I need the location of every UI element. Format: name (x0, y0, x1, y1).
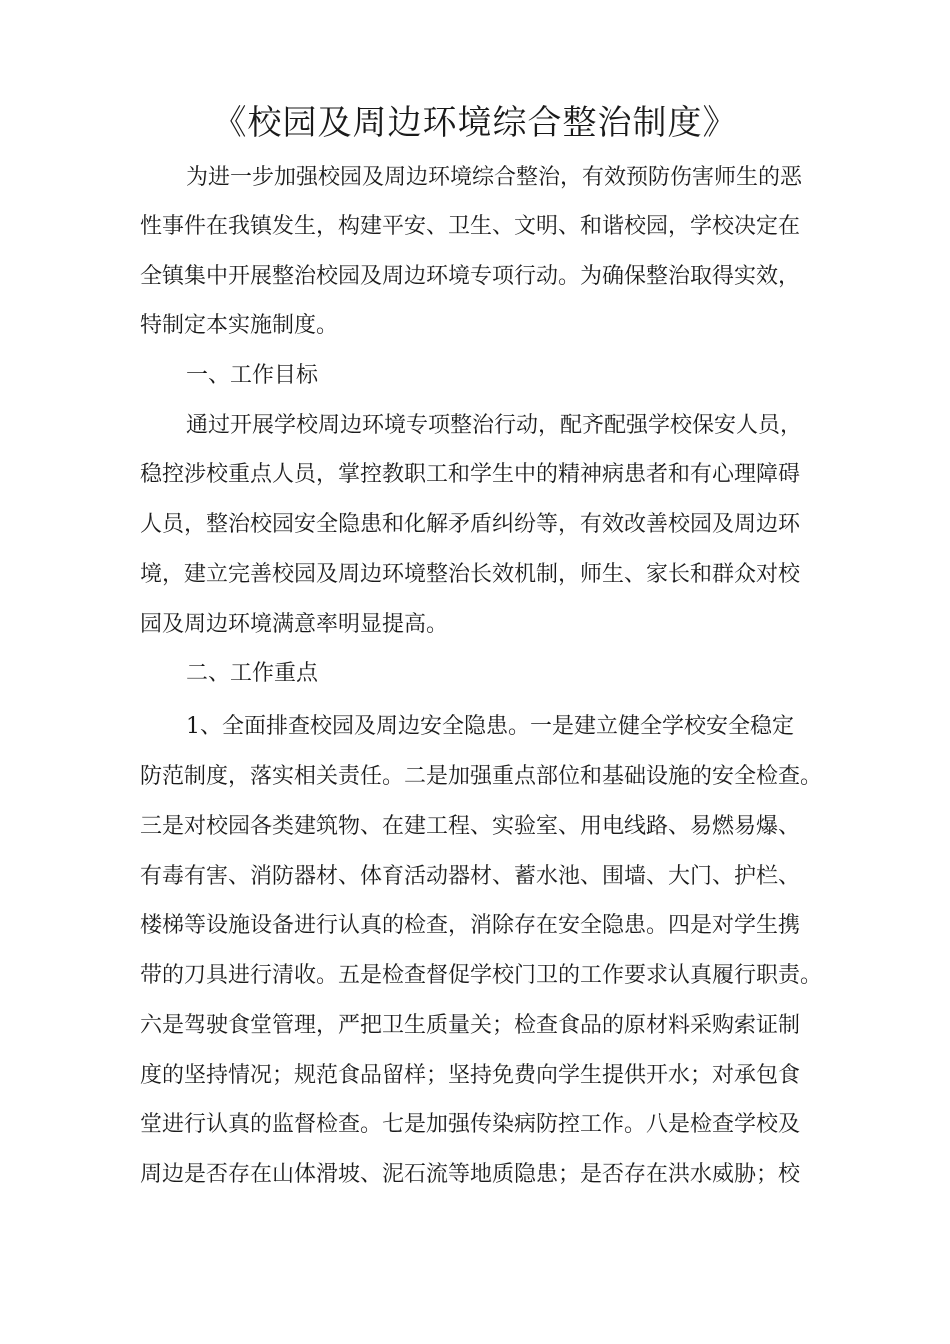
paragraph-line: 稳控涉校重点人员，掌控教职工和学生中的精神病患者和有心理障碍 (140, 462, 801, 487)
paragraph-line: 度的坚持情况；规范食品留样；坚持免费向学生提供开水；对承包食 (140, 1063, 801, 1088)
paragraph-line: 1、全面排查校园及周边安全隐患。一是建立健全学校安全稳定 (186, 714, 794, 739)
paragraph-line: 三是对校园各类建筑物、在建工程、实验室、用电线路、易燃易爆、 (140, 814, 801, 839)
paragraph-line: 特制定本实施制度。 (140, 313, 339, 338)
paragraph-line: 有毒有害、消防器材、体育活动器材、蓄水池、围墙、大门、护栏、 (140, 864, 801, 889)
paragraph-line: 性事件在我镇发生，构建平安、卫生、文明、和谐校园，学校决定在 (140, 214, 801, 239)
paragraph-line: 带的刀具进行清收。五是检查督促学校门卫的工作要求认真履行职责。 (140, 963, 823, 988)
paragraph-line: 堂进行认真的监督检查。七是加强传染病防控工作。八是检查学校及 (140, 1112, 801, 1137)
section-heading: 二、工作重点 (186, 661, 319, 686)
paragraph-line: 周边是否存在山体滑坡、泥石流等地质隐患；是否存在洪水威胁；校 (140, 1162, 801, 1187)
paragraph-line: 人员，整治校园安全隐患和化解矛盾纠纷等，有效改善校园及周边环 (140, 512, 801, 537)
paragraph-line: 园及周边环境满意率明显提高。 (140, 612, 449, 637)
paragraph-line: 境，建立完善校园及周边环境整治长效机制，师生、家长和群众对校 (140, 562, 801, 587)
document-title: 《校园及周边环境综合整治制度》 (212, 103, 738, 143)
paragraph-line: 防范制度，落实相关责任。二是加强重点部位和基础设施的安全检查。 (140, 764, 823, 789)
section-heading: 一、工作目标 (186, 363, 319, 388)
paragraph-line: 楼梯等设施设备进行认真的检查，消除存在安全隐患。四是对学生携 (140, 913, 801, 938)
paragraph-line: 全镇集中开展整治校园及周边环境专项行动。为确保整治取得实效， (140, 264, 801, 289)
paragraph-line: 通过开展学校周边环境专项整治行动，配齐配强学校保安人员， (186, 413, 803, 438)
paragraph-line: 六是驾驶食堂管理，严把卫生质量关；检查食品的原材料采购索证制 (140, 1013, 801, 1038)
paragraph-line: 为进一步加强校园及周边环境综合整治，有效预防伤害师生的恶 (186, 165, 803, 190)
